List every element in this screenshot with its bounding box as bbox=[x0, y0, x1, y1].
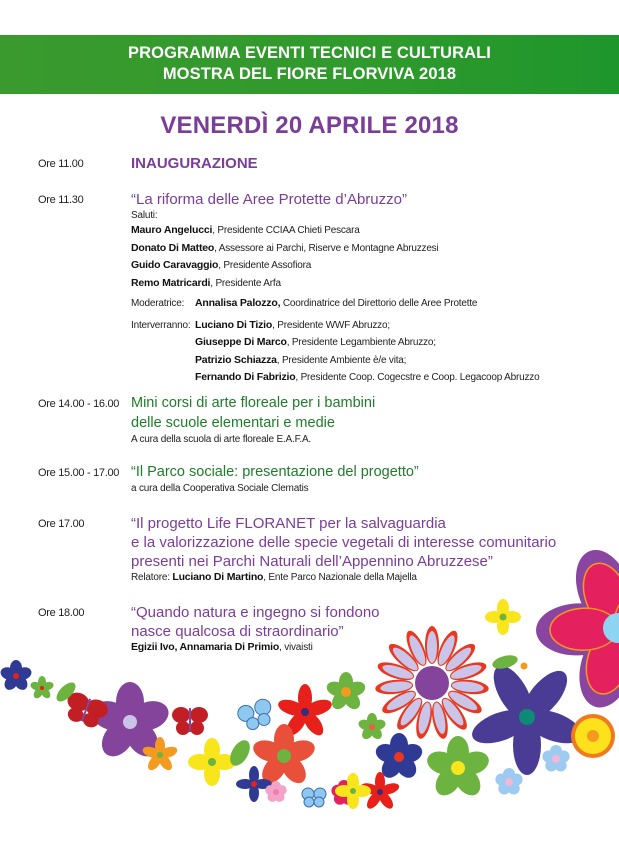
moderator-role: Coordinatrice del Direttorio delle Aree Protette bbox=[280, 298, 478, 309]
purple-flower-icon bbox=[88, 682, 173, 763]
panelist-row bbox=[131, 352, 539, 370]
event-title-line-2: delle scuole elementari e medie bbox=[131, 415, 335, 431]
event-title-line-1: Mini corsi di arte floreale per i bambini bbox=[131, 395, 376, 411]
event-title-line-1: “Quando natura e ingegno si fondono bbox=[131, 604, 380, 621]
panelist-name: Giuseppe Di Marco bbox=[195, 336, 287, 348]
moderator-label: Moderatrice: bbox=[131, 298, 185, 309]
moderator-row bbox=[131, 295, 539, 313]
event-time: Ore 11.00 bbox=[38, 158, 84, 170]
yellow-pinwheel-flower-icon bbox=[188, 738, 236, 786]
speaker-name: Mauro Angelucci bbox=[131, 224, 213, 236]
panelist-role: , Presidente Ambiente è/e vita; bbox=[276, 354, 407, 366]
panelist-row bbox=[131, 334, 539, 352]
speaker-role: , Presidente Assofiora bbox=[218, 260, 312, 271]
event-note: a cura della Cooperativa Sociale Clematis bbox=[131, 483, 309, 494]
relatore-label: Relatore: bbox=[131, 572, 173, 583]
red-flower-icon bbox=[276, 684, 334, 739]
event-time: Ore 11.30 bbox=[38, 194, 84, 206]
speaker-name: Guido Caravaggio bbox=[131, 259, 219, 271]
speaker-row bbox=[131, 222, 539, 240]
speaker-row bbox=[131, 275, 539, 293]
speaker-name: Donato Di Matteo bbox=[131, 241, 215, 254]
event-title: “La riforma delle Aree Protette d’Abruzzo” bbox=[131, 191, 407, 208]
panelist-role: , Presidente WWF Abruzzo; bbox=[272, 319, 390, 331]
green-flower-icon bbox=[357, 713, 387, 741]
orange-flower-icon bbox=[141, 737, 178, 773]
banner-title-line-1: PROGRAMMA EVENTI TECNICI E CULTURALI bbox=[128, 44, 491, 62]
relatore-row bbox=[131, 571, 556, 584]
date-heading: VENERDÌ 20 APRILE 2018 bbox=[160, 112, 459, 139]
panelist-name: Luciano Di Tizio bbox=[195, 318, 273, 331]
event-note: A cura della scuola di arte floreale E.A.F.A. bbox=[131, 434, 311, 445]
banner-title-line-2: MOSTRA DEL FIORE FLORVIVA 2018 bbox=[162, 65, 457, 83]
moderator-name: Annalisa Palozzo, bbox=[195, 297, 281, 309]
coral-flower-icon bbox=[250, 724, 317, 788]
red-butterfly-icon bbox=[61, 690, 110, 732]
green-leaf-icon bbox=[53, 679, 78, 704]
magenta-flower-icon bbox=[331, 780, 356, 805]
speakers-role: , vivaisti bbox=[279, 642, 313, 653]
yellow-pinwheel-flower-icon bbox=[335, 773, 371, 809]
speaker-role: , Assessore ai Parchi, Riserve e Montagne Abruzzesi bbox=[214, 242, 439, 254]
speaker-role: , Presidente CCIAA Chieti Pescara bbox=[212, 225, 360, 236]
blue-butterfly-icon bbox=[302, 788, 326, 807]
panelist-name: Patrizio Schiazza bbox=[195, 353, 277, 366]
panelist-role: , Presidente Legambiente Abruzzo; bbox=[286, 337, 436, 348]
event-time: Ore 17.00 bbox=[38, 518, 85, 530]
event-time: Ore 18.00 bbox=[38, 607, 85, 619]
event-title: “Il Parco sociale: presentazione del progetto” bbox=[131, 464, 419, 480]
yellow-sunflower-icon bbox=[571, 714, 615, 758]
green-leaf-icon bbox=[491, 653, 519, 671]
orange-dot-icon bbox=[521, 663, 528, 670]
red-flower-icon bbox=[359, 772, 400, 811]
lavender-daisy-icon bbox=[375, 626, 490, 740]
light-blue-flower-icon bbox=[542, 745, 569, 772]
event-title-line-1: “Il progetto Life FLORANET per la salvaguardia bbox=[131, 515, 446, 532]
event-title-line-2: nasce qualcosa di straordinario” bbox=[131, 623, 344, 640]
blue-butterfly-icon bbox=[236, 697, 277, 733]
header-banner bbox=[0, 35, 619, 94]
speaker-role: , Presidente Arfa bbox=[210, 277, 281, 289]
speaker-name: Remo Matricardi bbox=[131, 276, 211, 289]
blue-flower-icon bbox=[373, 733, 424, 782]
speakers-names: Egizii Ivo, Annamaria Di Primio bbox=[131, 641, 280, 653]
event-title-line-2: e la valorizzazione delle specie vegetali di interesse comunitario bbox=[131, 534, 557, 551]
pink-flower-icon bbox=[265, 781, 286, 802]
event-title: INAUGURAZIONE bbox=[131, 155, 258, 172]
relatore-name: Luciano Di Martino bbox=[172, 571, 264, 583]
green-flower-icon bbox=[29, 676, 54, 700]
speaker-row bbox=[131, 240, 539, 258]
panelists-label: Interverranno: bbox=[131, 319, 191, 331]
panelist-role: , Presidente Coop. Cogecstre e Coop. Legacoop Abruzzo bbox=[295, 372, 540, 383]
event-title-line-3: presenti nei Parchi Naturali dell’Appennino Abruzzese” bbox=[131, 553, 493, 570]
speaker-row bbox=[131, 257, 539, 275]
event-time: Ore 14.00 - 16.00 bbox=[38, 398, 120, 410]
blue-pinwheel-flower-icon bbox=[236, 766, 272, 802]
relatore-role: , Ente Parco Nazionale della Majella bbox=[263, 572, 417, 583]
red-butterfly-icon bbox=[172, 707, 208, 735]
green-flower-icon bbox=[325, 672, 367, 712]
indigo-flower-icon bbox=[468, 660, 587, 775]
green-leaf-icon bbox=[226, 737, 254, 769]
yellow-pinwheel-flower-icon bbox=[485, 599, 521, 635]
panelist-name: Fernando Di Fabrizio bbox=[195, 371, 296, 383]
blue-flower-icon bbox=[0, 660, 33, 692]
event-time: Ore 15.00 - 17.00 bbox=[38, 467, 120, 479]
panelist-row bbox=[131, 317, 539, 335]
light-blue-flower-icon bbox=[495, 768, 522, 795]
green-flower-icon bbox=[424, 736, 492, 800]
saluti-label: Saluti: bbox=[131, 210, 158, 221]
panelist-row bbox=[131, 369, 539, 387]
speakers-row bbox=[131, 641, 380, 654]
